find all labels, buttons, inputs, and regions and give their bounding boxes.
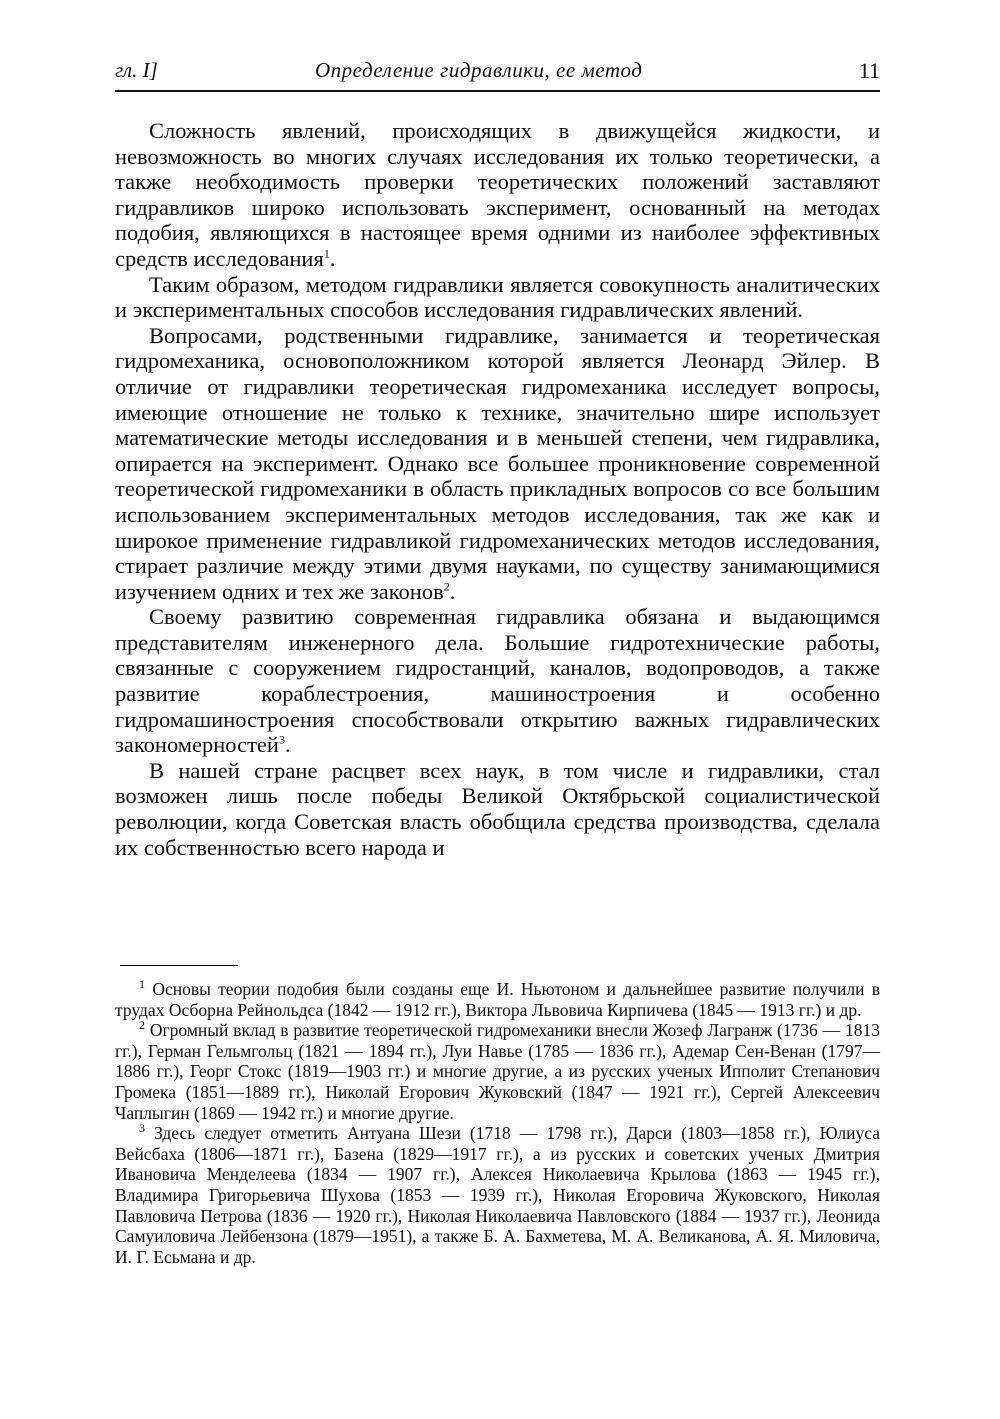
running-header	[115, 58, 880, 92]
footnote-mark: 2	[139, 1018, 145, 1033]
main-text	[115, 118, 880, 860]
paragraph-1: Сложность явлений, происходящих в движущейся жидкости, и невозможность во многих случаях исследования их только теоретически, а также необходимость проверки теоретических положений заставляют гидравликов широко использовать эксперимент, основанный на методах подобия, являющихся в настоящее время одними из наиболее эффективных средств исследования$^1$.	[115, 118, 880, 271]
footnote-ref-3: 3	[278, 732, 285, 747]
chapter-marker: гл. I]	[115, 58, 158, 82]
footnote-ref-1: 1	[323, 246, 330, 261]
running-title: Определение гидравлики, ее метод	[315, 58, 643, 82]
footnote-divider	[120, 965, 238, 966]
paragraph-5: В нашей стране расцвет всех наук, в том числе и гидравлики, стал возможен лишь после победы Великой Октябрьской социалистической революции, когда Советская власть обобщила средства производства, сделала их собственностью всего народа и	[115, 757, 880, 860]
footnote-3: $^3$ Здесь следует отметить Антуана Шези (1718 — 1798 гг.), Дарси (1803—1858 гг.), Юлиуса Вейсбаха (1806—1871 гг.), Базена (1829—1917 гг.), а из русских и советских ученых Дмитрия Ивановича Менделеева (1834 — 1907 гг.), Алексея Николаевича Крылова (1863 — 1945 гг.), Владимира Григорьевича Шухова (1853 — 1939 гг.), Николая Егоровича Жуковского, Николая Павловича Петрова (1836 — 1920 гг.), Николая Николаевича Павловского (1884 — 1937 гг.), Леонида Самуиловича Лейбензона (1879—1951), а также Б. А. Бахметева, М. А. Великанова, А. Я. Миловича, И. Г. Есьмана и др.	[115, 1121, 880, 1267]
paragraph-4: Своему развитию современная гидравлика обязана и выдающимся представителям инженерного дела. Большие гидротехнические работы, связанные с сооружением гидростанций, каналов, водопроводов, а также развитие кораблестроения, машиностроения и особенно гидромашиностроения способствовали открытию важных гидравлических закономерностей$^3$.	[115, 604, 880, 758]
page-number: 11	[858, 58, 880, 83]
footnotes	[115, 979, 880, 1267]
footnote-2: $^2$ Огромный вклад в развитие теоретической гидромеханики внесли Жозеф Лагранж (1736 — 1813 гг.), Герман Гельмгольц (1821 — 1894 гг.), Луи Навье (1785 — 1836 гг.), Адемар Сен-Венан (1797—1886 гг.), Георг Стокс (1819—1903 гг.) и многие другие, а из русских ученых Ипполит Степанович Громека (1851—1889 гг.), Николай Егорович Жуковский (1847 — 1921 гг.), Сергей Алексеевич Чаплыгин (1869 — 1942 гг.) и многие другие.	[115, 1018, 880, 1123]
paragraph-3: Вопросами, родственными гидравлике, занимается и теоретическая гидромеханика, основоположником которой является Леонард Эйлер. В отличие от гидравлики теоретическая гидромеханика исследует вопросы, имеющие отношение не только к технике, значительно шире использует математические методы исследования и в меньшей степени, чем гидравлика, опирается на эксперимент. Однако все большее проникновение современной теоретической гидромеханики в область прикладных вопросов со все большим использованием экспериментальных методов исследования, так же как и широкое применение гидравликой гидромеханических методов исследования, стирает различие между этими двумя науками, по существу занимающимися изучением одних и тех же законов$^2$.	[115, 322, 880, 604]
paragraph-2: Таким образом, методом гидравлики является совокупность аналитических и экспериментальных способов исследования гидравлических явлений.	[115, 271, 880, 323]
footnote-1: $^1$ Основы теории подобия были созданы еще И. Ньютоном и дальнейшее развитие получили в трудах Осборна Рейнольдса (1842 — 1912 гг.), Виктора Львовича Кирпичева (1845 — 1913 гг.) и др.	[115, 977, 881, 1020]
footnote-ref-2: 2	[443, 579, 450, 594]
footnote-mark: 1	[139, 977, 145, 992]
footnote-mark: 3	[139, 1121, 145, 1136]
